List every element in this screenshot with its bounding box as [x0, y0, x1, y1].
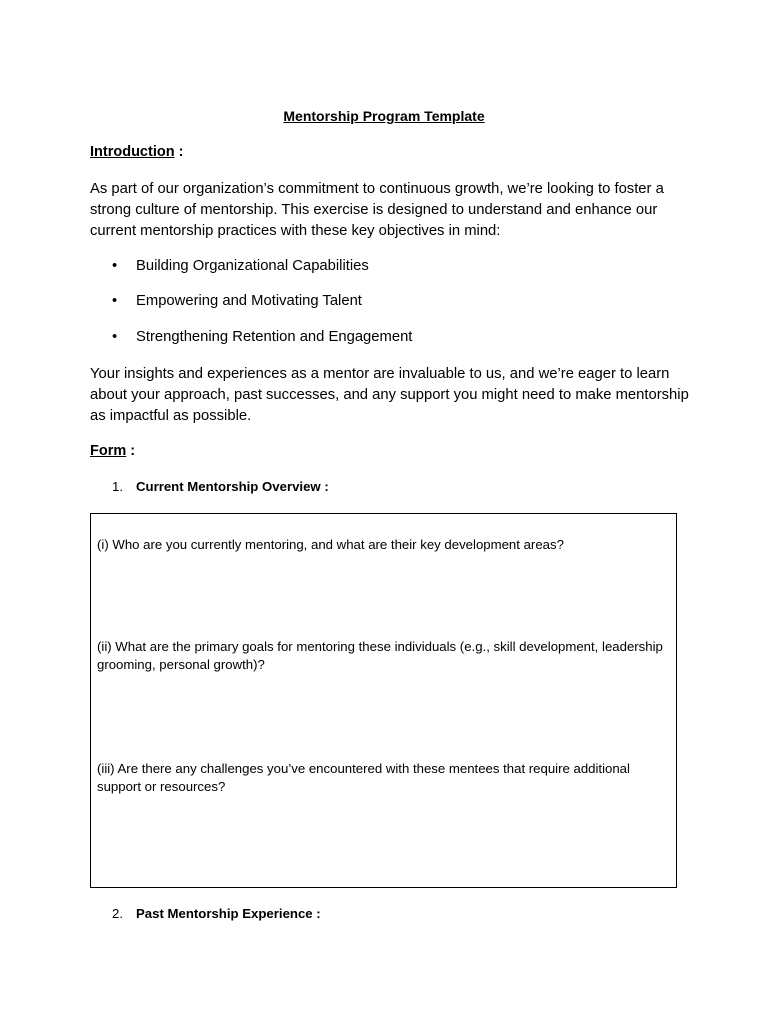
bullet-text: Building Organizational Capabilities	[136, 258, 369, 274]
bullet-dot: •	[112, 293, 118, 309]
bullet-text: Empowering and Motivating Talent	[136, 293, 362, 309]
form-question-2: (ii) What are the primary goals for mentoring these individuals (e.g., skill development, leadership grooming, personal growth)?	[97, 639, 663, 672]
bullet-item	[112, 293, 362, 309]
form-heading	[90, 443, 135, 459]
document-title	[0, 108, 768, 124]
form-section-1	[112, 479, 329, 494]
introduction-heading-colon: :	[174, 144, 184, 160]
form-question-3: (iii) Are there any challenges you’ve encountered with these mentees that require additional support or resources?	[97, 761, 630, 794]
introduction-heading	[90, 144, 183, 160]
form-section-number: 2.	[112, 906, 123, 921]
introduction-heading-text: Introduction	[90, 144, 175, 160]
bullet-item	[112, 258, 369, 274]
form-heading-colon: :	[126, 443, 136, 459]
form-heading-text: Form	[90, 443, 127, 459]
introduction-paragraph-1: As part of our organization’s commitment to continuous growth, we’re looking to foster a strong culture of mentorship. This exercise is designed to understand and enhance our current mentorship practices with these key objectives in mind:	[90, 181, 664, 239]
form-section-2	[112, 906, 321, 921]
form-question-1: (i) Who are you currently mentoring, and what are their key development areas?	[97, 537, 564, 552]
bullet-dot: •	[112, 329, 118, 345]
form-section-number: 1.	[112, 479, 123, 494]
bullet-text: Strengthening Retention and Engagement	[136, 329, 413, 345]
form-section-label: Past Mentorship Experience :	[136, 906, 321, 921]
introduction-paragraph-2: Your insights and experiences as a mentor are invaluable to us, and we’re eager to learn about your approach, past successes, and any support you might need to make mentorship as impactful as possible.	[90, 366, 689, 424]
response-box[interactable]	[90, 513, 677, 888]
bullet-dot: •	[112, 258, 118, 274]
form-section-label: Current Mentorship Overview :	[136, 479, 329, 494]
document-title-text: Mentorship Program Template	[283, 108, 485, 124]
bullet-item	[112, 329, 412, 345]
